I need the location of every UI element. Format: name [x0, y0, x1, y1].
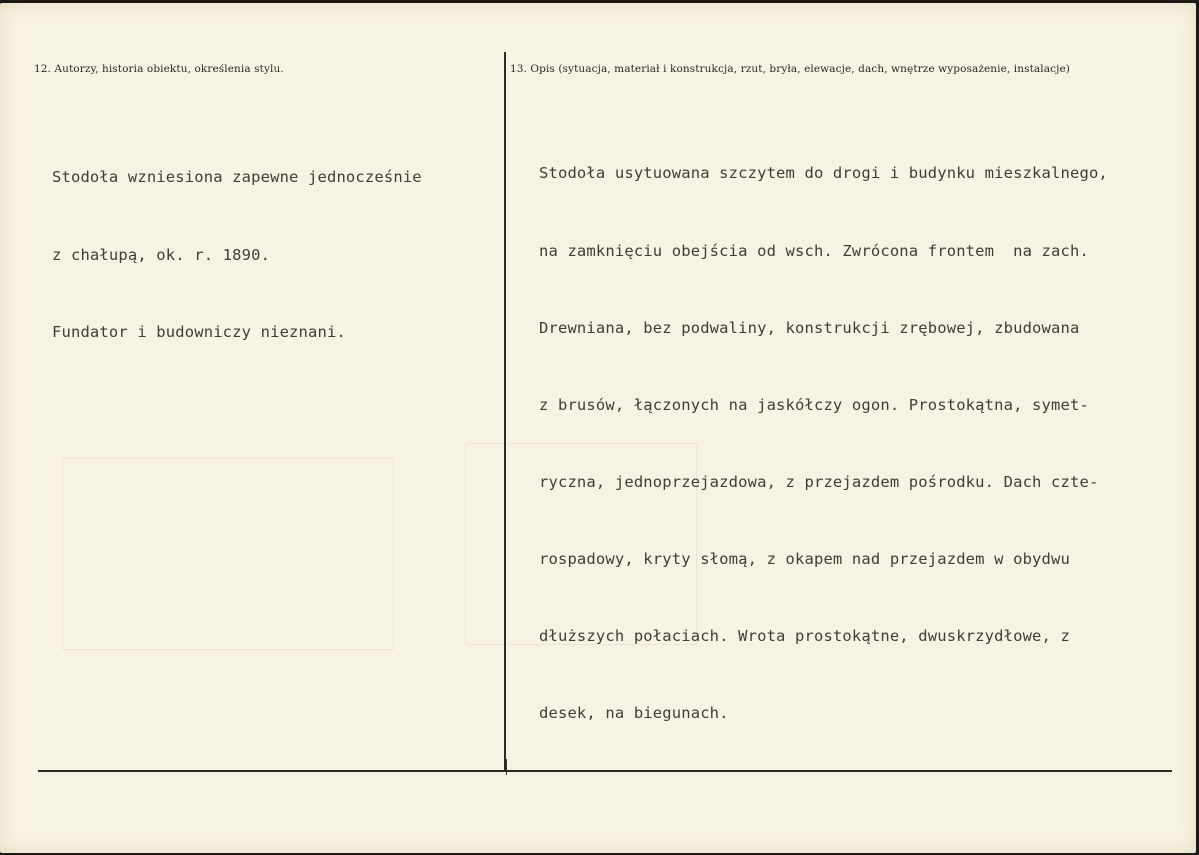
section-12-header: 12. Autorzy, historia obiektu, określenia stylu.	[34, 63, 284, 75]
column-divider-tick	[506, 759, 507, 775]
column-divider	[504, 52, 506, 770]
typed-line: Drewniana, bez podwaliny, konstrukcji zrębowej, zbudowana	[539, 318, 1080, 337]
section-13-header: 13. Opis (sytuacja, materiał i konstrukcja, rzut, bryła, elewacje, dach, wnętrze wyposażenie, instalacje)	[510, 63, 1070, 75]
typed-line: desek, na biegunach.	[539, 704, 729, 723]
typed-line: Stodoła wzniesiona zapewne jednocześnie	[52, 168, 422, 187]
typed-line: Fundator i budowniczy nieznani.	[52, 322, 346, 341]
typed-line: z chałupą, ok. r. 1890.	[52, 245, 271, 264]
bottom-rule	[38, 770, 1172, 772]
typed-line: Stodoła usytuowana szczytem do drogi i budynku mieszkalnego,	[539, 164, 1108, 183]
typed-line: ryczna, jednoprzejazdowa, z przejazdem pośrodku. Dach czte-	[539, 472, 1099, 491]
section-13-typed-text	[539, 110, 1108, 778]
record-card	[0, 3, 1196, 853]
typed-line: z brusów, łączonych na jaskółczy ogon. Prostokątna, symet-	[539, 395, 1089, 414]
typed-line: rospadowy, kryty słomą, z okapem nad przejazdem w obydwu	[539, 549, 1070, 568]
faint-show-through	[62, 458, 394, 650]
section-12-typed-text	[52, 114, 422, 397]
typed-line: dłuższych połaciach. Wrota prostokątne, dwuskrzydłowe, z	[539, 626, 1070, 645]
typed-line: na zamknięciu obejścia od wsch. Zwrócona frontem na zach.	[539, 241, 1089, 260]
